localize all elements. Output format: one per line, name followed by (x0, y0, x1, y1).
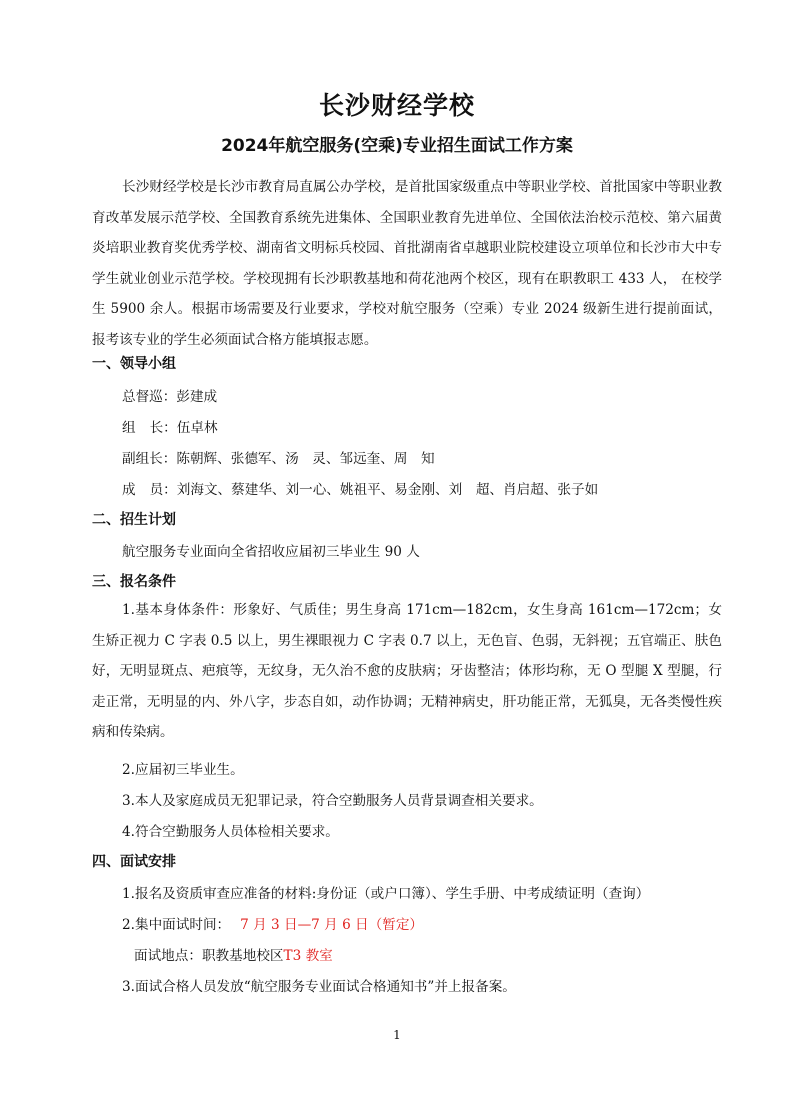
section-heading-requirements: 三、报名条件 (92, 574, 176, 590)
document-title: 长沙财经学校 (318, 91, 475, 120)
leader-members-label-b: 员：刘海文、蔡建华、刘一心、姚祖平、易金刚、刘 超、肖启超、张子如 (149, 482, 599, 498)
leader-head (122, 416, 218, 436)
requirement-2: 2.应届初三毕业生。 (122, 762, 244, 778)
plan-text: 航空服务专业面向全省招收应届初三毕业生 90 人 (122, 544, 420, 560)
document-subtitle: 2024年航空服务(空乘)专业招生面试工作方案 (221, 136, 573, 156)
interview-time-label: 2.集中面试时间： (122, 917, 231, 933)
interview-time (122, 913, 423, 933)
leader-members (122, 478, 598, 498)
section-heading-plan: 二、招生计划 (92, 512, 176, 528)
requirement-1: 1.基本身体条件：形象好、气质佳；男生身高 171cm—182cm，女生身高 161cm—172cm；女生矫正视力 C 字表 0.5 以上，男生裸眼视力 C 字表 0.7 以上，无色盲、色弱，无斜视；五官端正、肤色好，无明显斑点、疤痕等，无纹身，无久治不愈的皮肤病；牙齿整洁；体形均称，无 O 型腿 X 型腿，行走正常，无明显的内、外八字，步态自如，动作协调；无精神病史，肝功能正常，无狐臭，无各类慢性疾病和传染病。 (92, 602, 722, 741)
intro-paragraph: 长沙财经学校是长沙市教育局直属公办学校，是首批国家级重点中等职业学校、首批国家中等职业教育改革发展示范学校、全国教育系统先进集体、全国职业教育先进单位、全国依法治校示范校、第六届黄炎培职业教育奖优秀学校、湖南省文明标兵校园、首批湖南省卓越职业院校建设立项单位和长沙市大中专学生就业创业示范学校。学校现拥有长沙职教基地和荷花池两个校区，现有在职教职工 433 人， 在校学生 5900 余人。根据市场需要及行业要求，学校对航空服务（空乘）专业 2024 级新生进行提前面试，报考该专业的学生必须面试合格方能填报志愿。 (92, 179, 722, 348)
interview-location-label: 面试地点：职教基地校区 (134, 948, 284, 964)
interview-location-room: T3 教室 (283, 948, 333, 964)
requirement-4: 4.符合空勤服务人员体检相关要求。 (122, 824, 339, 840)
leader-head-label-a: 组 (122, 420, 136, 436)
page-number: 1 (393, 1028, 401, 1042)
leader-deputy: 副组长：陈朝辉、张德军、汤 灵、邹远奎、周 知 (122, 451, 435, 467)
section-heading-interview: 四、面试安排 (92, 854, 176, 870)
interview-materials: 1.报名及资质审查应准备的材料:身份证（或户口簿）、学生手册、中考成绩证明（查询） (122, 886, 650, 902)
interview-location (134, 944, 333, 964)
interview-time-value: 7 月 3 日—7 月 6 日（暂定） (240, 917, 424, 933)
requirement-3: 3.本人及家庭成员无犯罪记录，符合空勤服务人员背景调查相关要求。 (122, 793, 543, 809)
section-heading-leadership: 一、领导小组 (92, 356, 176, 372)
leader-members-label-a: 成 (122, 482, 136, 498)
interview-notice: 3.面试合格人员发放“航空服务专业面试合格通知书”并上报备案。 (122, 979, 516, 995)
leader-head-label-b: 长：伍卓林 (149, 420, 218, 436)
leader-supervisor: 总督巡：彭建成 (122, 389, 218, 405)
